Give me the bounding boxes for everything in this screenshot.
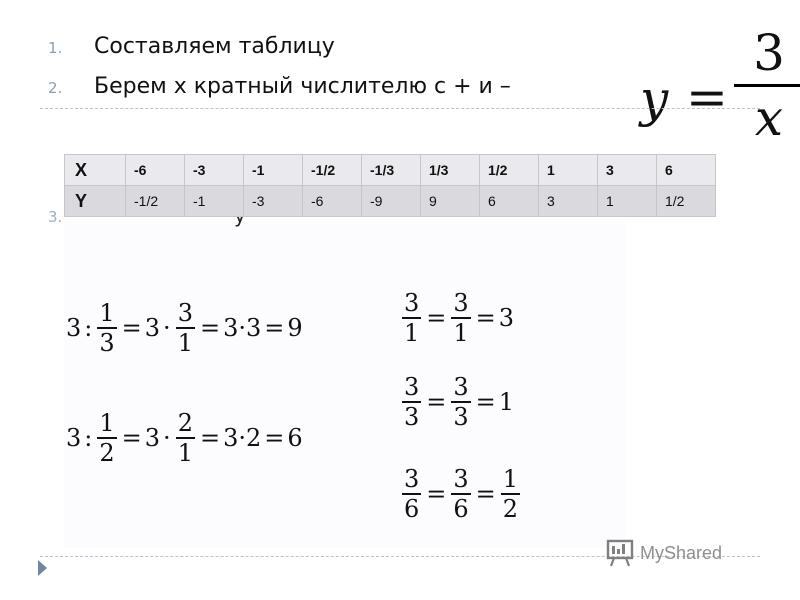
formula-operator: · bbox=[163, 423, 171, 452]
table-cell: -1 bbox=[185, 186, 244, 217]
calc-formula-3 bbox=[400, 290, 514, 346]
formula-fraction bbox=[451, 466, 470, 522]
formula-fraction bbox=[402, 466, 421, 522]
formula-fraction bbox=[176, 300, 195, 356]
list-number: 1. bbox=[48, 39, 63, 57]
formula-fraction bbox=[97, 300, 116, 356]
table-header-y: Y bbox=[65, 186, 126, 217]
formula-result: 6 bbox=[287, 423, 303, 452]
fraction-numerator: 3 bbox=[404, 465, 420, 493]
fraction-denominator: 3 bbox=[99, 328, 115, 357]
formula-fraction bbox=[501, 466, 520, 522]
list-text: Берем х кратный числителю с + и – bbox=[94, 74, 511, 99]
formula-operator: = bbox=[199, 423, 221, 452]
play-triangle-icon bbox=[38, 560, 47, 576]
table-cell: -3 bbox=[244, 186, 303, 217]
formula-operator: : bbox=[84, 423, 93, 452]
table-cell: 1 bbox=[539, 155, 598, 186]
divider bbox=[40, 108, 760, 109]
table-cell: -1/2 bbox=[126, 186, 185, 217]
fraction-numerator: 3 bbox=[453, 289, 469, 317]
formula-operator: = bbox=[426, 387, 447, 416]
formula-denominator: x bbox=[754, 89, 784, 147]
formula-fraction bbox=[402, 290, 421, 346]
fraction-denominator: 1 bbox=[404, 318, 420, 347]
formula-operator: : bbox=[84, 313, 93, 342]
fraction-numerator: 3 bbox=[404, 373, 420, 401]
table-cell: -6 bbox=[303, 186, 362, 217]
fraction-denominator: 3 bbox=[453, 402, 469, 431]
formula-operator: = bbox=[475, 303, 496, 332]
formula-operator: = bbox=[426, 479, 447, 508]
formula-fraction bbox=[451, 290, 470, 346]
table-header-x: X bbox=[65, 155, 126, 186]
table-cell: -3 bbox=[185, 155, 244, 186]
list-number: 2. bbox=[48, 79, 63, 97]
values-table bbox=[64, 154, 716, 217]
table-row-y bbox=[65, 186, 716, 217]
fraction-numerator: 3 bbox=[404, 289, 420, 317]
table-cell: 6 bbox=[480, 186, 539, 217]
formula-panel bbox=[64, 222, 626, 548]
fraction-denominator: 2 bbox=[99, 438, 115, 467]
presentation-board-icon bbox=[606, 538, 634, 568]
formula-term: 3 bbox=[66, 423, 82, 452]
formula-fraction bbox=[97, 410, 116, 466]
formula-term: 3·3 bbox=[223, 313, 262, 342]
fraction-denominator: 6 bbox=[404, 494, 420, 523]
fraction-denominator: 2 bbox=[502, 494, 519, 523]
list-item bbox=[48, 34, 335, 59]
formula-operator: = bbox=[121, 423, 142, 452]
formula-operator: = bbox=[264, 423, 285, 452]
fraction-numerator: 1 bbox=[502, 465, 519, 493]
formula-term: 3 bbox=[144, 423, 161, 452]
formula-operator: = bbox=[475, 479, 496, 508]
formula-term: 3 bbox=[144, 313, 161, 342]
calc-formula-5 bbox=[400, 466, 522, 522]
table-cell: 3 bbox=[598, 155, 657, 186]
formula-term: 3 bbox=[66, 313, 82, 342]
table-cell: 3 bbox=[539, 186, 598, 217]
fraction-denominator: 3 bbox=[404, 402, 420, 431]
calc-formula-2 bbox=[66, 410, 303, 466]
formula-operator: = bbox=[264, 313, 285, 342]
list-text: Составляем таблицу bbox=[94, 34, 335, 59]
table-cell: -1/3 bbox=[362, 155, 421, 186]
calc-formula-4 bbox=[400, 374, 514, 430]
formula-operator: = bbox=[426, 303, 447, 332]
table-cell: 9 bbox=[421, 186, 480, 217]
table-cell: 1 bbox=[598, 186, 657, 217]
fraction-numerator: 1 bbox=[99, 409, 115, 437]
formula-result: 3 bbox=[498, 303, 515, 332]
table-cell: -6 bbox=[126, 155, 185, 186]
table-cell: 6 bbox=[657, 155, 716, 186]
formula-fraction bbox=[451, 374, 470, 430]
formula-fraction bbox=[402, 374, 421, 430]
formula-operator: = bbox=[475, 387, 496, 416]
formula-equals: = bbox=[686, 68, 728, 126]
table-cell: 1/2 bbox=[657, 186, 716, 217]
fraction-denominator: 1 bbox=[177, 438, 193, 467]
calc-formula-1 bbox=[66, 300, 303, 356]
myshared-logo bbox=[606, 538, 722, 568]
formula-lhs: y bbox=[640, 70, 669, 128]
formula-result: 1 bbox=[498, 387, 515, 416]
list-number: 3. bbox=[48, 208, 63, 226]
table-cell: -9 bbox=[362, 186, 421, 217]
list-item bbox=[48, 74, 511, 99]
table-row-x bbox=[65, 155, 716, 186]
formula-operator: · bbox=[163, 313, 171, 342]
fraction-numerator: 1 bbox=[99, 299, 115, 327]
formula-term: 3·2 bbox=[223, 423, 262, 452]
fraction-numerator: 3 bbox=[453, 373, 469, 401]
fraction-numerator: 3 bbox=[177, 299, 193, 327]
formula-fraction bbox=[176, 410, 195, 466]
table-cell: 1/3 bbox=[421, 155, 480, 186]
formula-numerator: 3 bbox=[753, 24, 785, 82]
fraction-denominator: 1 bbox=[177, 328, 193, 357]
table-cell: 1/2 bbox=[480, 155, 539, 186]
formula-result: 9 bbox=[287, 313, 303, 342]
fraction-denominator: 1 bbox=[453, 318, 469, 347]
table-cell: -1/2 bbox=[303, 155, 362, 186]
fraction-numerator: 2 bbox=[177, 409, 193, 437]
fraction-denominator: 6 bbox=[453, 494, 469, 523]
formula-operator: = bbox=[199, 313, 221, 342]
formula-fraction bbox=[734, 24, 800, 149]
formula-operator: = bbox=[121, 313, 142, 342]
fraction-numerator: 3 bbox=[453, 465, 469, 493]
logo-text: MyShared bbox=[640, 542, 723, 563]
table-cell: -1 bbox=[244, 155, 303, 186]
